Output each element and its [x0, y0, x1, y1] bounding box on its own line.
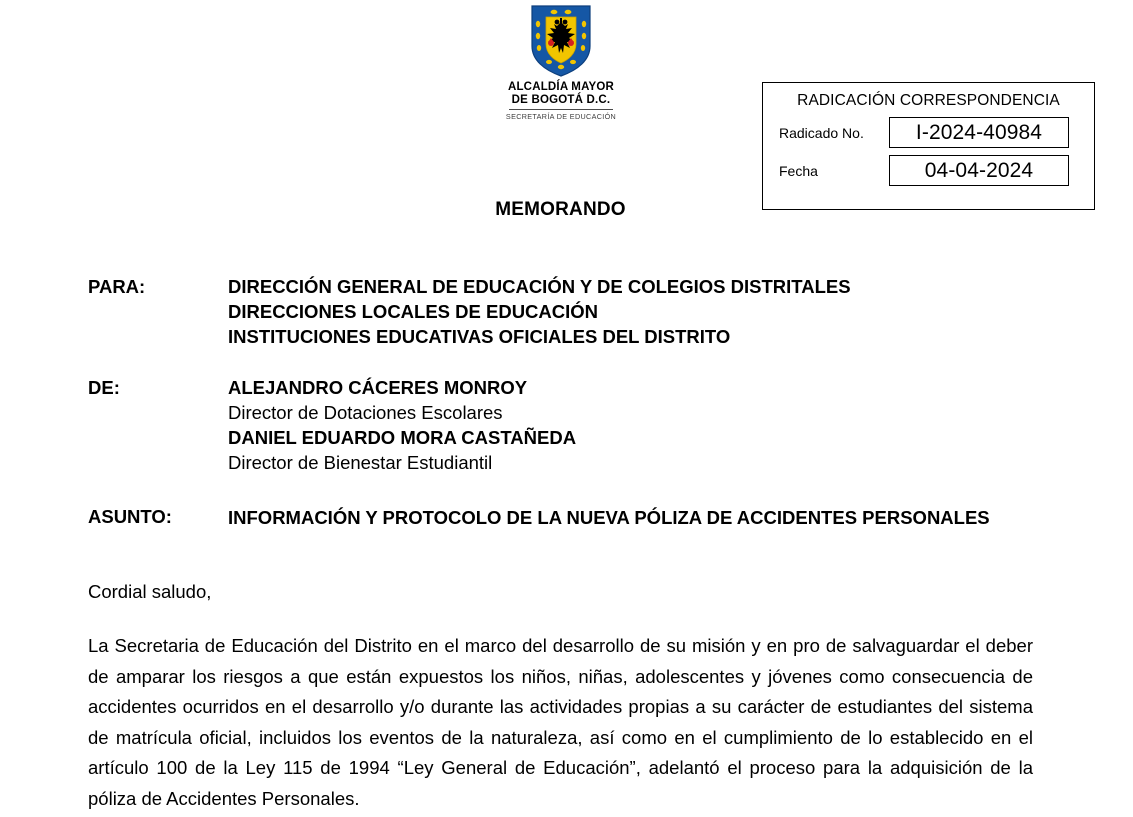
de-label: DE:: [88, 377, 120, 398]
de-row: [88, 375, 1033, 475]
para-recipient: DIRECCIONES LOCALES DE EDUCACIÓN: [228, 301, 599, 322]
greeting: Cordial saludo,: [88, 581, 212, 602]
fecha-row: [763, 155, 1094, 186]
letterhead-line-3: SECRETARÍA DE EDUCACIÓN: [505, 112, 617, 121]
radicado-value-box: [889, 117, 1069, 148]
radicacion-title: RADICACIÓN CORRESPONDENCIA: [797, 92, 1060, 109]
document-type-heading: MEMORANDO: [495, 199, 626, 220]
radicado-label: Radicado No.: [779, 124, 864, 141]
para-recipient: INSTITUCIONES EDUCATIVAS OFICIALES DEL DISTRITO: [228, 326, 731, 347]
radicado-value: I-2024-40984: [915, 121, 1043, 144]
body-paragraph: La Secretaria de Educación del Distrito en el marco del desarrollo de su misión y en pro de salvaguardar el deber de amparar los riesgos a que están expuestos los niños, niñas, adolescentes y jóvenes como consecuencia de accidentes ocurridos en el desarrollo y/o durante las actividades propias a su carácter de estudiantes del sistema de matrícula oficial, incluidos los eventos de la naturaleza, así como en el cumplimiento de lo establecido en el artículo 100 de la Ley 115 de 1994 “Ley General de Educación”, adelantó el proceso para la adquisición de la póliza de Accidentes Personales.: [88, 635, 1033, 809]
para-label: PARA:: [88, 276, 146, 297]
asunto-text: INFORMACIÓN Y PROTOCOLO DE LA NUEVA PÓLIZA DE ACCIDENTES PERSONALES: [228, 507, 990, 528]
letterhead-line-2: DE BOGOTÁ D.C.: [511, 94, 611, 106]
sender-name: DANIEL EDUARDO MORA CASTAÑEDA: [228, 427, 577, 448]
de-senders: [228, 375, 1033, 475]
letterhead-line-1: ALCALDÍA MAYOR: [507, 81, 615, 93]
letterhead: [495, 4, 627, 121]
asunto-label: ASUNTO:: [88, 506, 172, 527]
fecha-label: Fecha: [779, 162, 818, 179]
sender-title: Director de Dotaciones Escolares: [228, 402, 503, 423]
sender-name: ALEJANDRO CÁCERES MONROY: [228, 377, 528, 398]
para-recipient: DIRECCIÓN GENERAL DE EDUCACIÓN Y DE COLEGIOS DISTRITALES: [228, 276, 851, 297]
para-row: [88, 274, 1033, 349]
radicado-row: [763, 117, 1094, 148]
sender-title: Director de Bienestar Estudiantil: [228, 452, 493, 473]
fecha-value: 04-04-2024: [924, 159, 1034, 182]
radicacion-stamp-box: [762, 82, 1095, 210]
para-recipients: [228, 274, 1033, 349]
letterhead-divider: [509, 109, 613, 110]
asunto-row: [88, 504, 1033, 531]
fecha-value-box: [889, 155, 1069, 186]
asunto-body: [228, 504, 1033, 531]
bogota-coat-of-arms-icon: [530, 4, 592, 78]
